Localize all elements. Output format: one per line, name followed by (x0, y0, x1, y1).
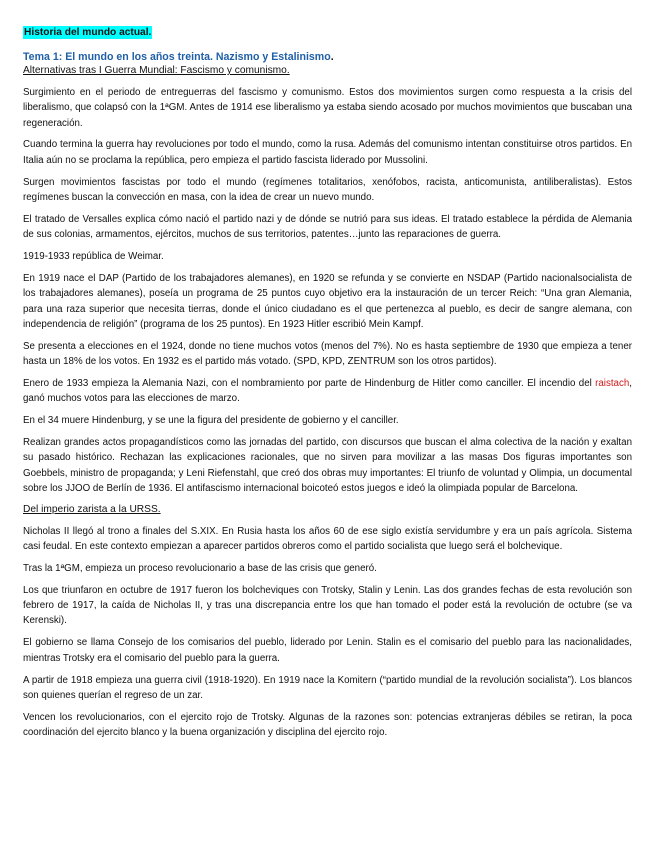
paragraph-text: Enero de 1933 empieza la Alemania Nazi, con el nombramiento por parte de Hindenburg de Hitler como canciller. El incendio del (23, 377, 596, 389)
paragraph: Vencen los revolucionarios, con el ejercito rojo de Trotsky. Algunas de la razones son: potencias extranjeras débiles se retiran, la poca coordinación del ejercito blanco y la buena organización y disciplina del ejercito rojo. (23, 711, 632, 738)
paragraph: El gobierno se llama Consejo de los comisarios del pueblo, liderado por Lenin. Stalin es el comisario del pueblo para las nacionalidades, mientras Trotsky era el comisario del pueblo para la guerra. (23, 637, 632, 664)
section-title-text: Tema 1: El mundo en los años treinta. Nazismo y Estalinismo (23, 51, 331, 63)
section-title (23, 51, 632, 64)
paragraph: A partir de 1918 empieza una guerra civil (1918-1920). En 1919 nace la Komitern (“partido mundial de la revolución socialista”). Los blancos son quienes querían el regreso de un zar. (23, 674, 632, 701)
paragraph: El tratado de Versalles explica cómo nació el partido nazi y de dónde se nutrió para sus ideas. El tratado establece la pérdida de Alemania de sus colonias, armamentos, ejércitos, muchos de sus territorios, patentes…junto las reparaciones de guerra. (23, 213, 632, 241)
paragraph-raistach (23, 376, 632, 407)
paragraph: En el 34 muere Hindenburg, y se une la figura del presidente de gobierno y el canciller. (23, 415, 399, 427)
paragraph: 1919-1933 república de Weimar. (23, 251, 164, 263)
document-title: Historia del mundo actual. (24, 27, 152, 38)
section-title-period: . (330, 51, 334, 63)
paragraph: En 1919 nace el DAP (Partido de los trabajadores alemanes), en 1920 se refunda y se convierte en NSDAP (Partido nacionalsocialista de los trabajadores alemanes), poseía un programa de 25 puntos cuyo objetivo era la instauración de un tercer Reich: “Una gran Alemania, para una raza superior que necesita tierras, donde el único ciudadano es el que pertenezca al pueblo, es decir de sangre alemana, con independencia de religión” (programa de los 25 puntos). En 1923 Hitler escribió Mein Kampf. (23, 272, 632, 330)
paragraph: Los que triunfaron en octubre de 1917 fueron los bolcheviques con Trotsky, Stalin y Lenin. Las dos grandes fechas de esta revolución son febrero de 1917, la caída de Nicholas II, y tras una discrepancia entre los que han tomado el poder está la revolución de octubre (se va Kerenski). (23, 584, 632, 627)
paragraph: Tras la 1ªGM, empieza un proceso revolucionario a base de las crisis que generó. (23, 562, 377, 574)
highlighted-word: raistach (595, 377, 630, 389)
paragraph: Surgen movimientos fascistas por todo el mundo (regímenes totalitarios, xenófobos, racista, anticomunista, antiliberalistas). Estos regímenes buscan la convección en masa, con la idea de crear un nuevo mundo. (23, 176, 632, 203)
paragraph: Nicholas II llegó al trono a finales del S.XIX. En Rusia hasta los años 60 de ese siglo existía servidumbre y era un país agrícola. Sistema casi feudal. En este contexto empiezan a aparecer partidos obreros como el partido socialista que luego será el bolchevique. (23, 525, 632, 553)
paragraph: Surgimiento en el periodo de entreguerras del fascismo y comunismo. Estos dos movimientos surgen como respuesta a la crisis del liberalismo, que colapsó con la 1ªGM. Antes de 1914 ese liberalismo ya estaba siendo acosado por muchos movimientos que buscaban una regeneración. (23, 87, 632, 129)
subheading-urss: Del imperio zarista a la URSS. (23, 503, 161, 515)
subheading-fascismo-comunismo: Alternativas tras I Guerra Mundial: Fascismo y comunismo. (23, 65, 290, 76)
paragraph: Cuando termina la guerra hay revoluciones por todo el mundo, como la rusa. Además del comunismo intentan constituirse otros partidos. En Italia aún no se proclama la república, pero empieza el partido fascista liderado por Mussolini. (23, 139, 632, 166)
paragraph: Se presenta a elecciones en el 1924, donde no tiene muchos votos (menos del 7%). No es hasta septiembre de 1930 que empieza a tener hasta un 18% de los votos. En 1932 es el partido más votado. (SPD, KPD, ZENTRUM son los otros partidos). (23, 340, 632, 368)
paragraph: Realizan grandes actos propagandísticos como las jornadas del partido, con discursos que buscan el alma colectiva de la nación y exaltan su pasado histórico. Rechazan las explicaciones racionales, que no sirven para movilizar a las masas Dos figuras importantes son Goebbels, ministro de propaganda; y Leni Riefenstahl, que creó dos obras muy importantes: El triunfo de voluntad y Olimpia, un documental sobre los JJOO de Berlín de 1936. El antifascismo internacional boicoteó estos juegos e ideó la olimpiada popular de Barcelona. (23, 436, 632, 494)
paragraph-text: , ganó muchos votos para las elecciones de marzo. (23, 377, 632, 405)
